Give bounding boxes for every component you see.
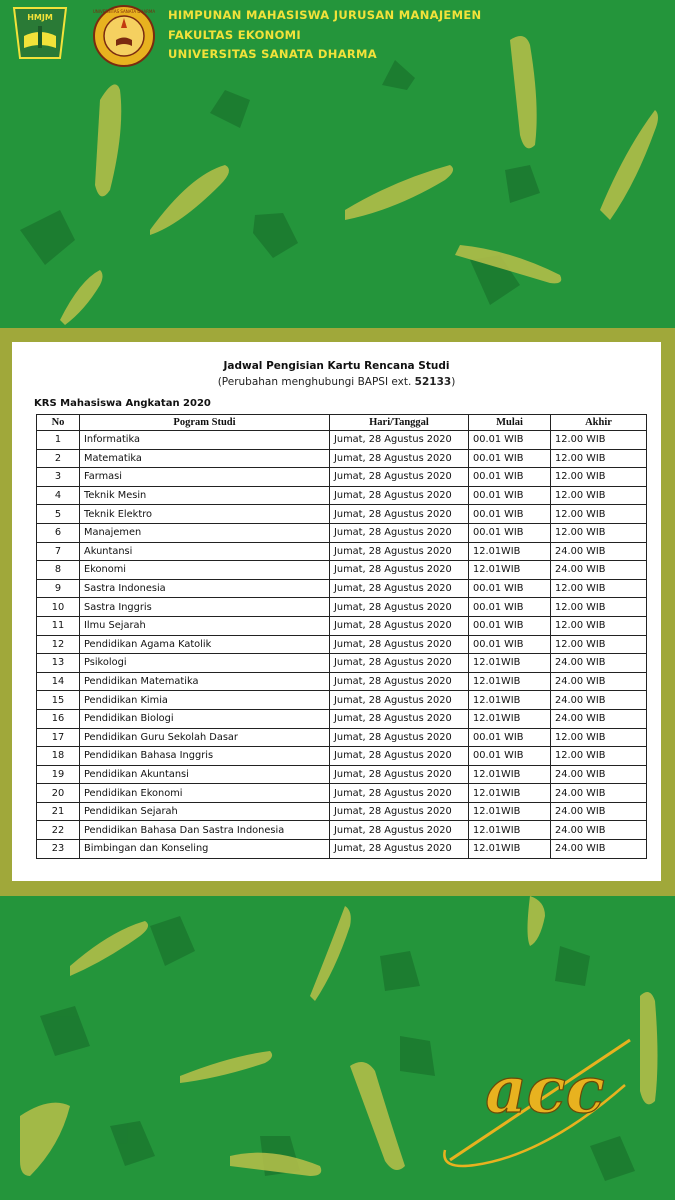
table-row	[37, 449, 647, 468]
cell-start: 12.01WIB	[469, 765, 551, 784]
cell-start: 00.01 WIB	[469, 616, 551, 635]
cell-date: Jumat, 28 Agustus 2020	[330, 765, 469, 784]
cell-date: Jumat, 28 Agustus 2020	[330, 821, 469, 840]
subtitle-suffix: )	[451, 376, 456, 388]
header-line-2: FAKULTAS EKONOMI	[168, 27, 301, 42]
cell-end: 12.00 WIB	[551, 579, 647, 598]
cell-date: Jumat, 28 Agustus 2020	[330, 505, 469, 524]
brush-stroke	[70, 921, 148, 976]
cell-date: Jumat, 28 Agustus 2020	[330, 523, 469, 542]
cell-no: 7	[37, 542, 80, 561]
table-row	[37, 468, 647, 487]
table-row	[37, 598, 647, 617]
cell-no: 11	[37, 616, 80, 635]
cell-date: Jumat, 28 Agustus 2020	[330, 840, 469, 859]
cell-end: 24.00 WIB	[551, 654, 647, 673]
cell-no: 8	[37, 561, 80, 580]
cell-date: Jumat, 28 Agustus 2020	[330, 579, 469, 598]
cell-start: 00.01 WIB	[469, 598, 551, 617]
leaf-shape	[380, 951, 420, 991]
cell-program: Pendidikan Ekonomi	[80, 784, 330, 803]
brush-stroke	[528, 896, 546, 946]
table-row	[37, 709, 647, 728]
document-subtitle	[12, 376, 661, 388]
cell-start: 12.01WIB	[469, 840, 551, 859]
cell-start: 00.01 WIB	[469, 486, 551, 505]
cell-start: 00.01 WIB	[469, 747, 551, 766]
cell-end: 24.00 WIB	[551, 691, 647, 710]
cell-end: 12.00 WIB	[551, 523, 647, 542]
cell-no: 2	[37, 449, 80, 468]
cell-no: 5	[37, 505, 80, 524]
cell-program: Manajemen	[80, 523, 330, 542]
cell-date: Jumat, 28 Agustus 2020	[330, 747, 469, 766]
cell-program: Teknik Mesin	[80, 486, 330, 505]
cell-start: 00.01 WIB	[469, 579, 551, 598]
cell-end: 24.00 WIB	[551, 765, 647, 784]
cell-no: 1	[37, 431, 80, 450]
table-row	[37, 654, 647, 673]
leaf-shape	[20, 210, 75, 265]
usd-logo-text: UNIVERSITAS SANATA DHARMA	[92, 9, 156, 14]
cell-no: 6	[37, 523, 80, 542]
leaf-shape	[400, 1036, 435, 1076]
cell-program: Pendidikan Kimia	[80, 691, 330, 710]
cell-no: 22	[37, 821, 80, 840]
cell-program: Pendidikan Bahasa Dan Sastra Indonesia	[80, 821, 330, 840]
cell-date: Jumat, 28 Agustus 2020	[330, 635, 469, 654]
table-row	[37, 616, 647, 635]
cell-start: 00.01 WIB	[469, 728, 551, 747]
cell-date: Jumat, 28 Agustus 2020	[330, 691, 469, 710]
header-line-1: HIMPUNAN MAHASISWA JURUSAN MANAJEMEN	[168, 8, 482, 22]
acc-logo	[440, 1030, 650, 1170]
leaf-shape	[555, 946, 590, 986]
cell-end: 12.00 WIB	[551, 598, 647, 617]
cell-no: 17	[37, 728, 80, 747]
cell-end: 12.00 WIB	[551, 616, 647, 635]
cell-program: Matematika	[80, 449, 330, 468]
cell-end: 24.00 WIB	[551, 709, 647, 728]
table-row	[37, 579, 647, 598]
brush-stroke	[20, 1103, 70, 1176]
cell-program: Bimbingan dan Konseling	[80, 840, 330, 859]
brush-stroke	[180, 1051, 272, 1083]
cell-start: 00.01 WIB	[469, 635, 551, 654]
table-row	[37, 523, 647, 542]
cell-start: 00.01 WIB	[469, 468, 551, 487]
cell-program: Ekonomi	[80, 561, 330, 580]
cell-no: 14	[37, 672, 80, 691]
brush-stroke	[150, 165, 229, 235]
cell-start: 12.01WIB	[469, 542, 551, 561]
cell-date: Jumat, 28 Agustus 2020	[330, 672, 469, 691]
cell-no: 9	[37, 579, 80, 598]
section-label: KRS Mahasiswa Angkatan 2020	[34, 398, 211, 409]
table-row	[37, 802, 647, 821]
hmjm-logo	[10, 6, 70, 62]
cell-no: 16	[37, 709, 80, 728]
cell-start: 12.01WIB	[469, 561, 551, 580]
cell-start: 12.01WIB	[469, 654, 551, 673]
table-row	[37, 840, 647, 859]
cell-date: Jumat, 28 Agustus 2020	[330, 468, 469, 487]
cell-program: Pendidikan Biologi	[80, 709, 330, 728]
cell-end: 12.00 WIB	[551, 635, 647, 654]
table-row	[37, 728, 647, 747]
column-header-end: Akhir	[551, 415, 647, 431]
leaf-shape	[210, 90, 250, 128]
cell-end: 12.00 WIB	[551, 728, 647, 747]
table-row	[37, 635, 647, 654]
cell-program: Pendidikan Matematika	[80, 672, 330, 691]
table-row	[37, 542, 647, 561]
cell-no: 19	[37, 765, 80, 784]
header	[0, 0, 675, 70]
cell-no: 15	[37, 691, 80, 710]
cell-end: 24.00 WIB	[551, 672, 647, 691]
cell-date: Jumat, 28 Agustus 2020	[330, 728, 469, 747]
leaf-shape	[253, 213, 298, 258]
cell-start: 00.01 WIB	[469, 523, 551, 542]
table-row	[37, 784, 647, 803]
header-line-3: UNIVERSITAS SANATA DHARMA	[168, 47, 377, 61]
cell-program: Pendidikan Sejarah	[80, 802, 330, 821]
cell-date: Jumat, 28 Agustus 2020	[330, 802, 469, 821]
cell-program: Pendidikan Bahasa Inggris	[80, 747, 330, 766]
column-header-program: Pogram Studi	[80, 415, 330, 431]
cell-end: 24.00 WIB	[551, 784, 647, 803]
bapsi-extension: 52133	[414, 376, 452, 388]
brush-stroke	[345, 165, 453, 220]
cell-no: 10	[37, 598, 80, 617]
cell-date: Jumat, 28 Agustus 2020	[330, 598, 469, 617]
cell-start: 12.01WIB	[469, 672, 551, 691]
table-row	[37, 765, 647, 784]
cell-date: Jumat, 28 Agustus 2020	[330, 709, 469, 728]
cell-date: Jumat, 28 Agustus 2020	[330, 431, 469, 450]
table-row	[37, 691, 647, 710]
column-header-start: Mulai	[469, 415, 551, 431]
cell-start: 12.01WIB	[469, 784, 551, 803]
leaf-shape	[150, 916, 195, 966]
table-row	[37, 486, 647, 505]
cell-end: 12.00 WIB	[551, 431, 647, 450]
cell-program: Akuntansi	[80, 542, 330, 561]
cell-date: Jumat, 28 Agustus 2020	[330, 542, 469, 561]
acc-logo-text: acc	[485, 1053, 605, 1128]
cell-program: Pendidikan Guru Sekolah Dasar	[80, 728, 330, 747]
schedule-document	[12, 342, 661, 881]
cell-start: 00.01 WIB	[469, 449, 551, 468]
cell-date: Jumat, 28 Agustus 2020	[330, 561, 469, 580]
table-row	[37, 431, 647, 450]
brush-stroke	[60, 270, 103, 325]
cell-date: Jumat, 28 Agustus 2020	[330, 449, 469, 468]
cell-end: 12.00 WIB	[551, 449, 647, 468]
cell-program: Sastra Inggris	[80, 598, 330, 617]
cell-date: Jumat, 28 Agustus 2020	[330, 616, 469, 635]
hmjm-logo-text: HMJM	[27, 13, 53, 22]
cell-program: Pendidikan Akuntansi	[80, 765, 330, 784]
cell-no: 13	[37, 654, 80, 673]
cell-end: 12.00 WIB	[551, 505, 647, 524]
cell-end: 24.00 WIB	[551, 821, 647, 840]
leaf-shape	[110, 1121, 155, 1166]
cell-start: 00.01 WIB	[469, 505, 551, 524]
organization-name	[168, 6, 481, 65]
cell-no: 4	[37, 486, 80, 505]
cell-no: 12	[37, 635, 80, 654]
table-row	[37, 561, 647, 580]
cell-start: 12.01WIB	[469, 709, 551, 728]
cell-start: 12.01WIB	[469, 802, 551, 821]
table-header-row	[37, 415, 647, 431]
cell-no: 23	[37, 840, 80, 859]
table-row	[37, 672, 647, 691]
brush-stroke	[600, 110, 658, 220]
cell-start: 12.01WIB	[469, 691, 551, 710]
cell-end: 12.00 WIB	[551, 747, 647, 766]
krs-schedule-table	[36, 414, 647, 859]
document-title: Jadwal Pengisian Kartu Rencana Studi	[223, 360, 450, 372]
cell-no: 21	[37, 802, 80, 821]
cell-end: 24.00 WIB	[551, 542, 647, 561]
cell-end: 12.00 WIB	[551, 486, 647, 505]
cell-date: Jumat, 28 Agustus 2020	[330, 486, 469, 505]
table-row	[37, 747, 647, 766]
cell-no: 18	[37, 747, 80, 766]
table-body	[37, 431, 647, 859]
cell-no: 20	[37, 784, 80, 803]
cell-end: 12.00 WIB	[551, 468, 647, 487]
column-header-no: No	[37, 415, 80, 431]
cell-no: 3	[37, 468, 80, 487]
cell-start: 12.01WIB	[469, 821, 551, 840]
brush-stroke	[95, 84, 121, 196]
cell-program: Ilmu Sejarah	[80, 616, 330, 635]
table-row	[37, 505, 647, 524]
cell-end: 24.00 WIB	[551, 561, 647, 580]
cell-end: 24.00 WIB	[551, 840, 647, 859]
cell-date: Jumat, 28 Agustus 2020	[330, 784, 469, 803]
cell-program: Pendidikan Agama Katolik	[80, 635, 330, 654]
cell-start: 00.01 WIB	[469, 431, 551, 450]
cell-program: Informatika	[80, 431, 330, 450]
cell-date: Jumat, 28 Agustus 2020	[330, 654, 469, 673]
brush-stroke	[350, 1062, 405, 1170]
usd-logo	[92, 4, 156, 68]
cell-program: Teknik Elektro	[80, 505, 330, 524]
leaf-shape	[505, 165, 540, 203]
cell-program: Sastra Indonesia	[80, 579, 330, 598]
cell-program: Psikologi	[80, 654, 330, 673]
leaf-shape	[40, 1006, 90, 1056]
brush-stroke	[310, 906, 351, 1001]
column-header-date: Hari/Tanggal	[330, 415, 469, 431]
table-row	[37, 821, 647, 840]
cell-program: Farmasi	[80, 468, 330, 487]
subtitle-prefix: (Perubahan menghubungi BAPSI ext.	[217, 376, 415, 388]
cell-end: 24.00 WIB	[551, 802, 647, 821]
